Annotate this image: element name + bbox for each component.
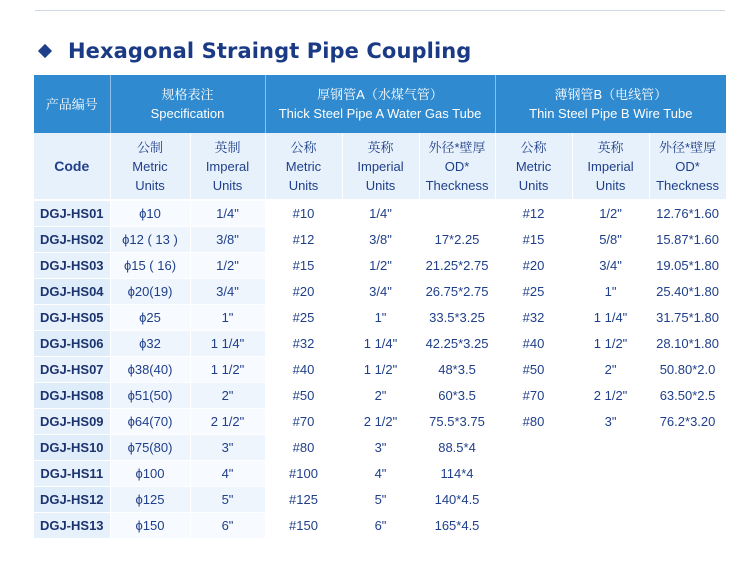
header-thick-cn: 厚钢管A（水煤气管） bbox=[317, 87, 443, 102]
cell-code: DGJ-HS09 bbox=[34, 409, 110, 435]
cell-metric: ϕ125 bbox=[110, 487, 190, 513]
cell-a-nominal: #70 bbox=[265, 409, 342, 435]
cell-a-od: 17*2.25 bbox=[419, 227, 495, 253]
subheader-metric-cn: 公制 bbox=[136, 139, 163, 155]
subheader-a-english bbox=[342, 133, 419, 200]
cell-metric: ϕ32 bbox=[110, 331, 190, 357]
cell-b-od: 25.40*1.80 bbox=[649, 279, 726, 305]
subheader-metric bbox=[110, 133, 190, 200]
cell-b-english: 2" bbox=[572, 357, 649, 383]
subheader-metric-en2: Units bbox=[135, 177, 165, 193]
cell-code: DGJ-HS03 bbox=[34, 253, 110, 279]
cell-metric: ϕ75(80) bbox=[110, 435, 190, 461]
cell-a-english: 1/2" bbox=[342, 253, 419, 279]
cell-a-english: 6" bbox=[342, 513, 419, 539]
subheader-a-nominal-en2: Units bbox=[288, 177, 319, 193]
cell-b-nominal: #20 bbox=[495, 253, 572, 279]
table-row bbox=[34, 513, 726, 539]
cell-b-nominal: #25 bbox=[495, 279, 572, 305]
subheader-a-nominal bbox=[265, 133, 342, 200]
header-thin-en: Thin Steel Pipe B Wire Tube bbox=[529, 106, 693, 121]
table-row bbox=[34, 409, 726, 435]
table-row bbox=[34, 383, 726, 409]
cell-imperial: 4" bbox=[190, 461, 265, 487]
subheader-b-od-en2: Theckness bbox=[656, 177, 719, 193]
cell-a-nominal: #25 bbox=[265, 305, 342, 331]
cell-imperial: 3/8" bbox=[190, 227, 265, 253]
cell-b-nominal bbox=[495, 435, 572, 461]
cell-b-english: 3" bbox=[572, 409, 649, 435]
cell-b-english: 2 1/2" bbox=[572, 383, 649, 409]
cell-a-od: 75.5*3.75 bbox=[419, 409, 495, 435]
table-row bbox=[34, 487, 726, 513]
cell-b-od: 31.75*1.80 bbox=[649, 305, 726, 331]
cell-b-english bbox=[572, 435, 649, 461]
cell-a-english: 3/4" bbox=[342, 279, 419, 305]
spec-table-body bbox=[34, 75, 726, 539]
cell-b-english bbox=[572, 487, 649, 513]
cell-metric: ϕ12 ( 13 ) bbox=[110, 227, 190, 253]
cell-a-od: 88.5*4 bbox=[419, 435, 495, 461]
subheader-a-english-cn: 英称 bbox=[367, 139, 394, 155]
cell-b-english: 3/4" bbox=[572, 253, 649, 279]
table-row bbox=[34, 435, 726, 461]
title-row bbox=[38, 36, 471, 66]
cell-metric: ϕ20(19) bbox=[110, 279, 190, 305]
cell-code: DGJ-HS10 bbox=[34, 435, 110, 461]
cell-b-english bbox=[572, 513, 649, 539]
subheader-b-nominal-en1: Metric bbox=[515, 158, 552, 174]
cell-code: DGJ-HS07 bbox=[34, 357, 110, 383]
cell-a-nominal: #80 bbox=[265, 435, 342, 461]
subheader-b-od-cn: 外径*壁厚 bbox=[659, 139, 717, 155]
cell-b-nominal bbox=[495, 487, 572, 513]
subheader-imperial-cn: 英制 bbox=[214, 139, 241, 155]
cell-metric: ϕ25 bbox=[110, 305, 190, 331]
subheader-metric-en1: Metric bbox=[132, 158, 168, 174]
cell-b-nominal: #32 bbox=[495, 305, 572, 331]
cell-b-od: 15.87*1.60 bbox=[649, 227, 726, 253]
cell-b-english: 1" bbox=[572, 279, 649, 305]
table-row bbox=[34, 305, 726, 331]
cell-metric: ϕ64(70) bbox=[110, 409, 190, 435]
cell-b-english: 5/8" bbox=[572, 227, 649, 253]
cell-a-od: 21.25*2.75 bbox=[419, 253, 495, 279]
cell-imperial: 3" bbox=[190, 435, 265, 461]
header-thick-pipe bbox=[265, 75, 495, 133]
cell-imperial: 2" bbox=[190, 383, 265, 409]
cell-metric: ϕ51(50) bbox=[110, 383, 190, 409]
cell-b-nominal bbox=[495, 461, 572, 487]
cell-imperial: 5" bbox=[190, 487, 265, 513]
cell-b-od bbox=[649, 435, 726, 461]
subheader-a-od-cn: 外径*壁厚 bbox=[428, 139, 486, 155]
cell-a-nominal: #20 bbox=[265, 279, 342, 305]
cell-imperial: 6" bbox=[190, 513, 265, 539]
table-subheader-row bbox=[34, 133, 726, 200]
table-row bbox=[34, 331, 726, 357]
cell-b-od: 12.76*1.60 bbox=[649, 200, 726, 227]
cell-b-nominal: #15 bbox=[495, 227, 572, 253]
subheader-imperial-en2: Units bbox=[212, 177, 243, 193]
cell-b-english bbox=[572, 461, 649, 487]
cell-a-od: 26.75*2.75 bbox=[419, 279, 495, 305]
header-code-cn: 产品编号 bbox=[34, 75, 110, 133]
cell-a-od: 48*3.5 bbox=[419, 357, 495, 383]
cell-imperial: 1/2" bbox=[190, 253, 265, 279]
cell-code: DGJ-HS13 bbox=[34, 513, 110, 539]
subheader-code: Code bbox=[34, 133, 110, 200]
cell-a-english: 5" bbox=[342, 487, 419, 513]
cell-a-english: 1 1/2" bbox=[342, 357, 419, 383]
cell-b-english: 1/2" bbox=[572, 200, 649, 227]
header-spec bbox=[110, 75, 265, 133]
cell-a-nominal: #15 bbox=[265, 253, 342, 279]
cell-code: DGJ-HS05 bbox=[34, 305, 110, 331]
cell-code: DGJ-HS11 bbox=[34, 461, 110, 487]
page-title: Hexagonal Straingt Pipe Coupling bbox=[68, 39, 472, 63]
cell-b-od: 50.80*2.0 bbox=[649, 357, 726, 383]
cell-code: DGJ-HS01 bbox=[34, 200, 110, 227]
subheader-a-od-en2: Theckness bbox=[425, 177, 489, 193]
cell-b-od: 76.2*3.20 bbox=[649, 409, 726, 435]
cell-a-nominal: #50 bbox=[265, 383, 342, 409]
cell-b-od bbox=[649, 461, 726, 487]
subheader-a-od-en1: OD* bbox=[444, 158, 470, 174]
subheader-b-od bbox=[649, 133, 726, 200]
subheader-a-nominal-en1: Metric bbox=[285, 158, 322, 174]
cell-a-nominal: #40 bbox=[265, 357, 342, 383]
cell-b-nominal bbox=[495, 513, 572, 539]
subheader-a-english-en1: Imperial bbox=[357, 158, 404, 174]
table-row bbox=[34, 200, 726, 227]
cell-a-english: 1/4" bbox=[342, 200, 419, 227]
header-spec-en: Specification bbox=[150, 106, 225, 121]
cell-b-english: 1 1/4" bbox=[572, 305, 649, 331]
cell-b-nominal: #80 bbox=[495, 409, 572, 435]
cell-code: DGJ-HS12 bbox=[34, 487, 110, 513]
cell-metric: ϕ38(40) bbox=[110, 357, 190, 383]
cell-metric: ϕ15 ( 16) bbox=[110, 253, 190, 279]
subheader-b-od-en1: OD* bbox=[675, 158, 700, 174]
cell-imperial: 3/4" bbox=[190, 279, 265, 305]
cell-a-nominal: #10 bbox=[265, 200, 342, 227]
subheader-a-od bbox=[419, 133, 495, 200]
cell-a-nominal: #32 bbox=[265, 331, 342, 357]
cell-imperial: 2 1/2" bbox=[190, 409, 265, 435]
table-row bbox=[34, 279, 726, 305]
cell-imperial: 1 1/4" bbox=[190, 331, 265, 357]
subheader-b-english-en1: Imperial bbox=[587, 158, 634, 174]
cell-a-english: 1 1/4" bbox=[342, 331, 419, 357]
subheader-a-english-en2: Units bbox=[365, 177, 396, 193]
cell-a-english: 2" bbox=[342, 383, 419, 409]
cell-a-od bbox=[419, 200, 495, 227]
cell-imperial: 1" bbox=[190, 305, 265, 331]
cell-a-english: 2 1/2" bbox=[342, 409, 419, 435]
cell-imperial: 1/4" bbox=[190, 200, 265, 227]
cell-code: DGJ-HS08 bbox=[34, 383, 110, 409]
subheader-b-english bbox=[572, 133, 649, 200]
subheader-b-nominal-cn: 公称 bbox=[520, 139, 547, 155]
cell-imperial: 1 1/2" bbox=[190, 357, 265, 383]
cell-a-od: 165*4.5 bbox=[419, 513, 495, 539]
cell-b-od: 19.05*1.80 bbox=[649, 253, 726, 279]
cell-b-english: 1 1/2" bbox=[572, 331, 649, 357]
spec-table bbox=[34, 75, 727, 539]
cell-a-english: 3" bbox=[342, 435, 419, 461]
top-divider bbox=[35, 10, 725, 11]
header-thin-cn: 薄钢管B（电线管） bbox=[554, 87, 668, 102]
cell-a-english: 4" bbox=[342, 461, 419, 487]
table-row bbox=[34, 461, 726, 487]
header-spec-cn: 规格表注 bbox=[161, 87, 214, 102]
table-row bbox=[34, 253, 726, 279]
subheader-b-nominal bbox=[495, 133, 572, 200]
table-row bbox=[34, 227, 726, 253]
cell-a-od: 140*4.5 bbox=[419, 487, 495, 513]
cell-b-od: 28.10*1.80 bbox=[649, 331, 726, 357]
cell-a-english: 1" bbox=[342, 305, 419, 331]
cell-a-nominal: #100 bbox=[265, 461, 342, 487]
cell-metric: ϕ10 bbox=[110, 200, 190, 227]
cell-code: DGJ-HS02 bbox=[34, 227, 110, 253]
subheader-imperial-en1: Imperal bbox=[205, 158, 250, 174]
subheader-b-nominal-en2: Units bbox=[518, 177, 549, 193]
cell-b-nominal: #12 bbox=[495, 200, 572, 227]
cell-a-od: 33.5*3.25 bbox=[419, 305, 495, 331]
cell-a-od: 114*4 bbox=[419, 461, 495, 487]
cell-b-od: 63.50*2.5 bbox=[649, 383, 726, 409]
cell-b-od bbox=[649, 513, 726, 539]
cell-code: DGJ-HS06 bbox=[34, 331, 110, 357]
cell-a-od: 60*3.5 bbox=[419, 383, 495, 409]
subheader-a-nominal-cn: 公称 bbox=[290, 139, 317, 155]
cell-metric: ϕ100 bbox=[110, 461, 190, 487]
cell-b-nominal: #40 bbox=[495, 331, 572, 357]
cell-b-od bbox=[649, 487, 726, 513]
cell-code: DGJ-HS04 bbox=[34, 279, 110, 305]
cell-b-nominal: #50 bbox=[495, 357, 572, 383]
cell-a-nominal: #125 bbox=[265, 487, 342, 513]
cell-a-od: 42.25*3.25 bbox=[419, 331, 495, 357]
header-thick-en: Thick Steel Pipe A Water Gas Tube bbox=[278, 106, 482, 121]
cell-a-english: 3/8" bbox=[342, 227, 419, 253]
cell-a-nominal: #150 bbox=[265, 513, 342, 539]
subheader-imperial bbox=[190, 133, 265, 200]
header-thin-pipe bbox=[495, 75, 726, 133]
table-header-row bbox=[34, 75, 726, 133]
cell-b-nominal: #70 bbox=[495, 383, 572, 409]
diamond-bullet-icon bbox=[38, 44, 52, 58]
table-row bbox=[34, 357, 726, 383]
subheader-b-english-en2: Units bbox=[595, 177, 626, 193]
cell-metric: ϕ150 bbox=[110, 513, 190, 539]
cell-a-nominal: #12 bbox=[265, 227, 342, 253]
subheader-b-english-cn: 英称 bbox=[597, 139, 624, 155]
